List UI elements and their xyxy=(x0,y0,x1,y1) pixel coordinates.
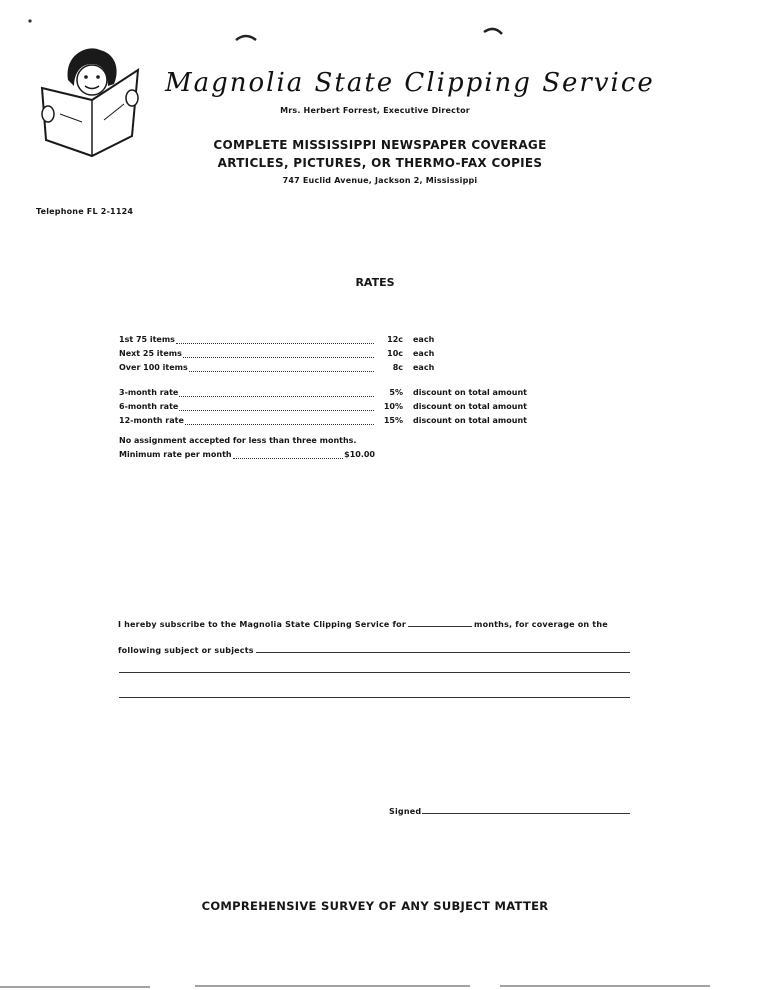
rate-label: Next 25 items xyxy=(119,349,182,358)
signed-label: Signed xyxy=(389,807,422,816)
dot-leader xyxy=(176,343,374,344)
coverage-line-1: COMPLETE MISSISSIPPI NEWSPAPER COVERAGE xyxy=(213,138,547,152)
period-amount: 15% xyxy=(383,416,403,425)
dot-leader xyxy=(179,396,374,397)
rate-amount: 12c xyxy=(387,335,403,344)
period-row-1 xyxy=(119,386,539,400)
signature-row xyxy=(389,803,630,816)
dot-leader xyxy=(189,371,374,372)
subscribe-text-continued: months, for coverage on the xyxy=(474,620,608,629)
director-line: Mrs. Herbert Forrest, Executive Director xyxy=(280,106,470,115)
minimum-label: Minimum rate per month xyxy=(119,450,232,459)
dot-leader xyxy=(185,424,374,425)
signature-field[interactable] xyxy=(422,803,630,814)
rate-row-1 xyxy=(119,333,539,347)
months-field[interactable] xyxy=(408,616,472,627)
rates-heading: RATES xyxy=(355,276,395,289)
rate-row-2 xyxy=(119,347,539,361)
period-unit: discount on total amount xyxy=(413,402,527,411)
subjects-label: following subject or subjects xyxy=(118,646,254,655)
rate-amount: 10c xyxy=(387,349,403,358)
rates-table xyxy=(119,333,539,462)
subscribe-text: I hereby subscribe to the Magnolia State Clipping Service for xyxy=(118,620,407,629)
rate-row-3 xyxy=(119,361,539,375)
period-row-3 xyxy=(119,414,539,428)
company-title: Magnolia State Clipping Service xyxy=(165,68,655,98)
period-unit: discount on total amount xyxy=(413,416,527,425)
footer-tagline: COMPREHENSIVE SURVEY OF ANY SUBJECT MATTER xyxy=(201,899,549,913)
rate-label: Over 100 items xyxy=(119,363,188,372)
period-row-2 xyxy=(119,400,539,414)
rate-amount: 8c xyxy=(392,363,403,372)
subscription-line-2 xyxy=(118,642,630,655)
period-label: 6-month rate xyxy=(119,402,179,411)
period-amount: 10% xyxy=(383,402,403,411)
period-label: 3-month rate xyxy=(119,388,179,397)
rate-unit: each xyxy=(413,335,435,344)
rate-unit: each xyxy=(413,349,435,358)
period-unit: discount on total amount xyxy=(413,388,527,397)
address-line: 747 Euclid Avenue, Jackson 2, Mississippi xyxy=(282,176,478,185)
rate-unit: each xyxy=(413,363,435,372)
subscription-line-1 xyxy=(118,616,630,629)
telephone-line: Telephone FL 2-1124 xyxy=(36,207,134,216)
coverage-line-2: ARTICLES, PICTURES, OR THERMO-FAX COPIES xyxy=(217,156,543,170)
subjects-field[interactable] xyxy=(256,642,630,653)
newspaper-reader-logo-icon xyxy=(38,44,144,160)
minimum-rate-row xyxy=(119,448,375,462)
subjects-field-line-2[interactable] xyxy=(119,672,630,673)
period-label: 12-month rate xyxy=(119,416,184,425)
rate-label: 1st 75 items xyxy=(119,335,175,344)
dot-leader xyxy=(183,357,374,358)
note-text: No assignment accepted for less than three months. xyxy=(119,436,357,445)
subjects-field-line-3[interactable] xyxy=(119,697,630,698)
dot-leader xyxy=(179,410,374,411)
dot-leader xyxy=(233,458,344,459)
period-amount: 5% xyxy=(389,388,403,397)
minimum-amount: $10.00 xyxy=(344,450,375,459)
assignment-note xyxy=(119,434,539,448)
